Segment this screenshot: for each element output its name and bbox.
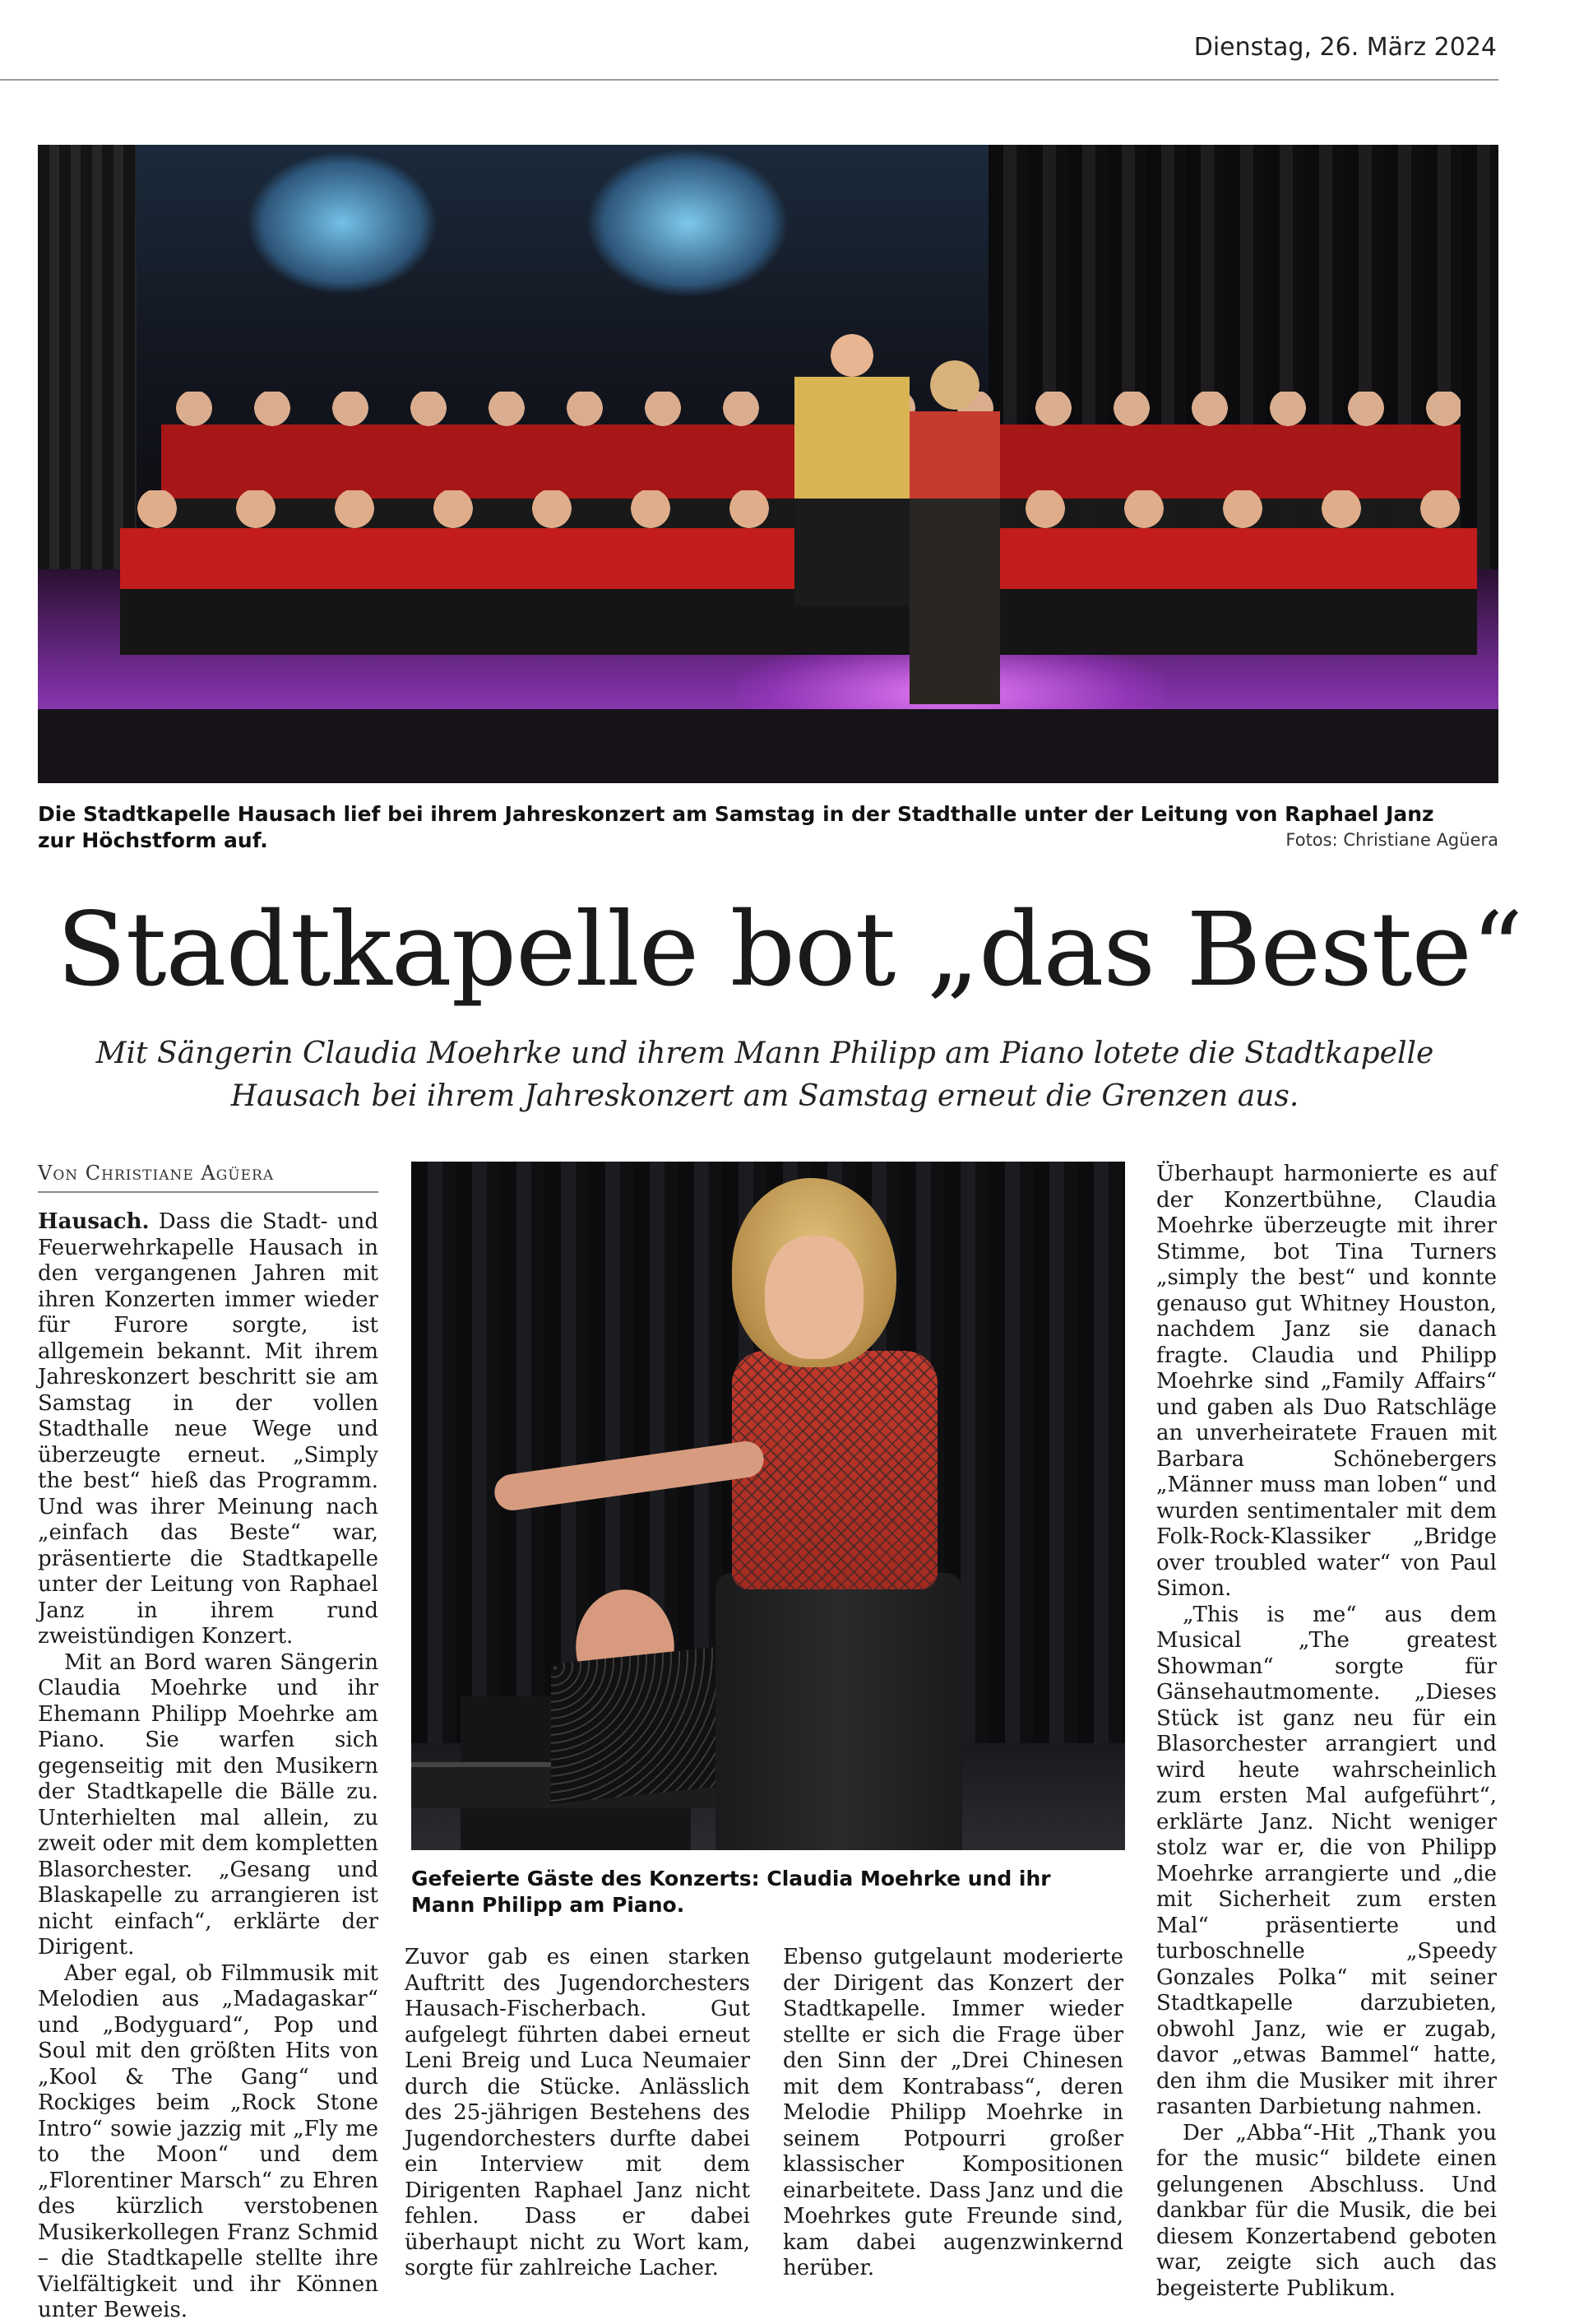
article-subheadline: Mit Sängerin Claudia Moehrke und ihrem Mann Philipp am Piano lotete die Stadtkapelle Hausach bei ihrem Jahreskonzert am Samstag erneut die Grenzen aus.: [95, 1037, 1434, 1113]
article-column-1: [38, 1209, 378, 2324]
photo-caption: Die Stadtkapelle Hausach lief bei ihrem Jahreskonzert am Samstag in der Stadthalle unter der Leitung von Raphael Janz zur Höchstform auf.: [38, 802, 1434, 852]
paragraph: „This is me“ aus dem Musical „The greatest Showman“ sorgte für Gänsehautmomente. „Dieses Stück ist ganz neu für ein Blasorchester arrangiert und wird heute wahrscheinlich zum ersten Mal aufgeführt“, erklärte Janz. Nicht weniger stolz war er, die von Philipp Moehrke arrangierte und „die mit Sicherheit zum ersten Mal“ präsentierte und turboschnelle „Speedy Gonzales Polka“ mit seiner Stadtkapelle darzubieten, obwohl Janz, wie er zugab, davor „etwas Bammel“ hatte, den ihm die Musiker mit ihrer rasanten Darbietung nahmen.: [1156, 1602, 1497, 2119]
paragraph: Zuvor gab es einen starken Auftritt des Jugendorchesters Hausach-Fischerbach. Gut aufgelegt führten dabei erneut Leni Breig und Luca Neumaier durch die Stücke. Anlässlich des 25-jährigen Bestehens des Jugendorchesters durfte dabei ein Interview mit dem Dirigenten Raphael Janz nicht fehlen. Dass er dabei überhaupt nicht zu Wort kam, sorgte für zahlreiche Lacher.: [405, 1945, 750, 2280]
photo-credit: Fotos: Christiane Agüera: [1285, 830, 1498, 850]
header-rule: [0, 79, 1498, 81]
article-column-4: [1156, 1162, 1497, 2302]
byline-author: Christiane Agüera: [85, 1162, 275, 1185]
paragraph: Hausach. Dass die Stadt- und Feuerwehrkapelle Hausach in den vergangenen Jahren mit ihren Konzerten immer wieder für Furore sorgte, ist allgemein bekannt. Mit ihrem Jahreskonzert beschritt sie am Samstag in der vollen Stadthalle neue Wege und überzeugte erneut. „Simply the best“ hieß das Programm. Und was ihrer Meinung nach „einfach das Beste“ war, präsentierte die Stadtkapelle unter der Leitung von Raphael Janz in ihrem rund zweistündigen Konzert.: [38, 1209, 378, 1649]
article-headline: Stadtkapelle bot „das Beste“: [56, 891, 1523, 1009]
concert-stage-photo: [38, 145, 1498, 783]
article-column-2: [405, 1945, 750, 2282]
issue-date: Dienstag, 26. März 2024: [1193, 33, 1497, 62]
singer-pianist-photo: [411, 1162, 1125, 1850]
article-column-3: [783, 1945, 1123, 2282]
singer-face: [765, 1236, 864, 1359]
byline: [38, 1162, 378, 1193]
singer-figure: [910, 359, 1000, 704]
paragraph: Ebenso gutgelaunt moderierte der Dirigent das Konzert der Stadtkapelle. Immer wieder stellte er sich die Frage über den Sinn der „Drei Chinesen mit dem Kontrabass“, deren Melodie Philipp Moehrke in seinem Potpourri großer klassischer Kompositionen einarbeitete. Dass Janz und die Moehrkes gute Freunde sind, kam dabei augenzwinkernd herüber.: [783, 1945, 1123, 2280]
paragraph: Überhaupt harmonierte es auf der Konzertbühne, Claudia Moehrke überzeugte mit ihrer Stimme, bot Tina Turners „simply the best“ und konnte genauso gut Whitney Houston, nachdem Janz sie danach fragte. Claudia und Philipp Moehrke sind „Family Affairs“ und gaben als Duo Ratschläge an unverheiratete Frauen mit Barbara Schönebergers „Männer muss man loben“ und wurden sentimentaler mit dem Folk-Rock-Klassiker „Bridge over troubled water“ von Paul Simon.: [1156, 1162, 1497, 1601]
dateline: Hausach.: [38, 1209, 150, 1234]
paragraph: Aber egal, ob Filmmusik mit Melodien aus „Madagaskar“ und „Bodyguard“, Pop und Soul mit den größten Hits von „Kool & The Gang“ und Rockiges beim „Rock Stone Intro“ sowie jazzig mit „Fly me to the Moon“ und dem „Florentiner Marsch“ zu Ehren des kürzlich verstobenen Musikerkollegen Franz Schmid – die Stadtkapelle stellte ihre Vielfältigkeit und ihr Können unter Beweis.: [38, 1960, 378, 2322]
paragraph: Der „Abba“-Hit „Thank you for the music“ bildete einen gelungenen Abschluss. Und dankbar für die Musik, die bei diesem Konzertabend geboten war, zeigte sich auch das begeisterte Publikum.: [1156, 2120, 1497, 2301]
conductor-figure: [794, 334, 910, 605]
inline-photo-caption: Gefeierte Gäste des Konzerts: Claudia Moehrke und ihr Mann Philipp am Piano.: [411, 1867, 1051, 1917]
paragraph: Mit an Bord waren Sängerin Claudia Moehrke und ihr Ehemann Philipp Moehrke am Piano. Sie warfen sich gegenseitig mit den Musikern der Stadtkapelle die Bälle zu. Unterhielten mal allein, zu zweit oder mit dem kompletten Blasorchester. „Gesang und Blaskapelle zu arrangieren ist nicht einfach“, erklärte der Dirigent.: [38, 1649, 378, 1960]
music-stand: [551, 1646, 724, 1804]
byline-prefix: Von: [38, 1162, 79, 1185]
